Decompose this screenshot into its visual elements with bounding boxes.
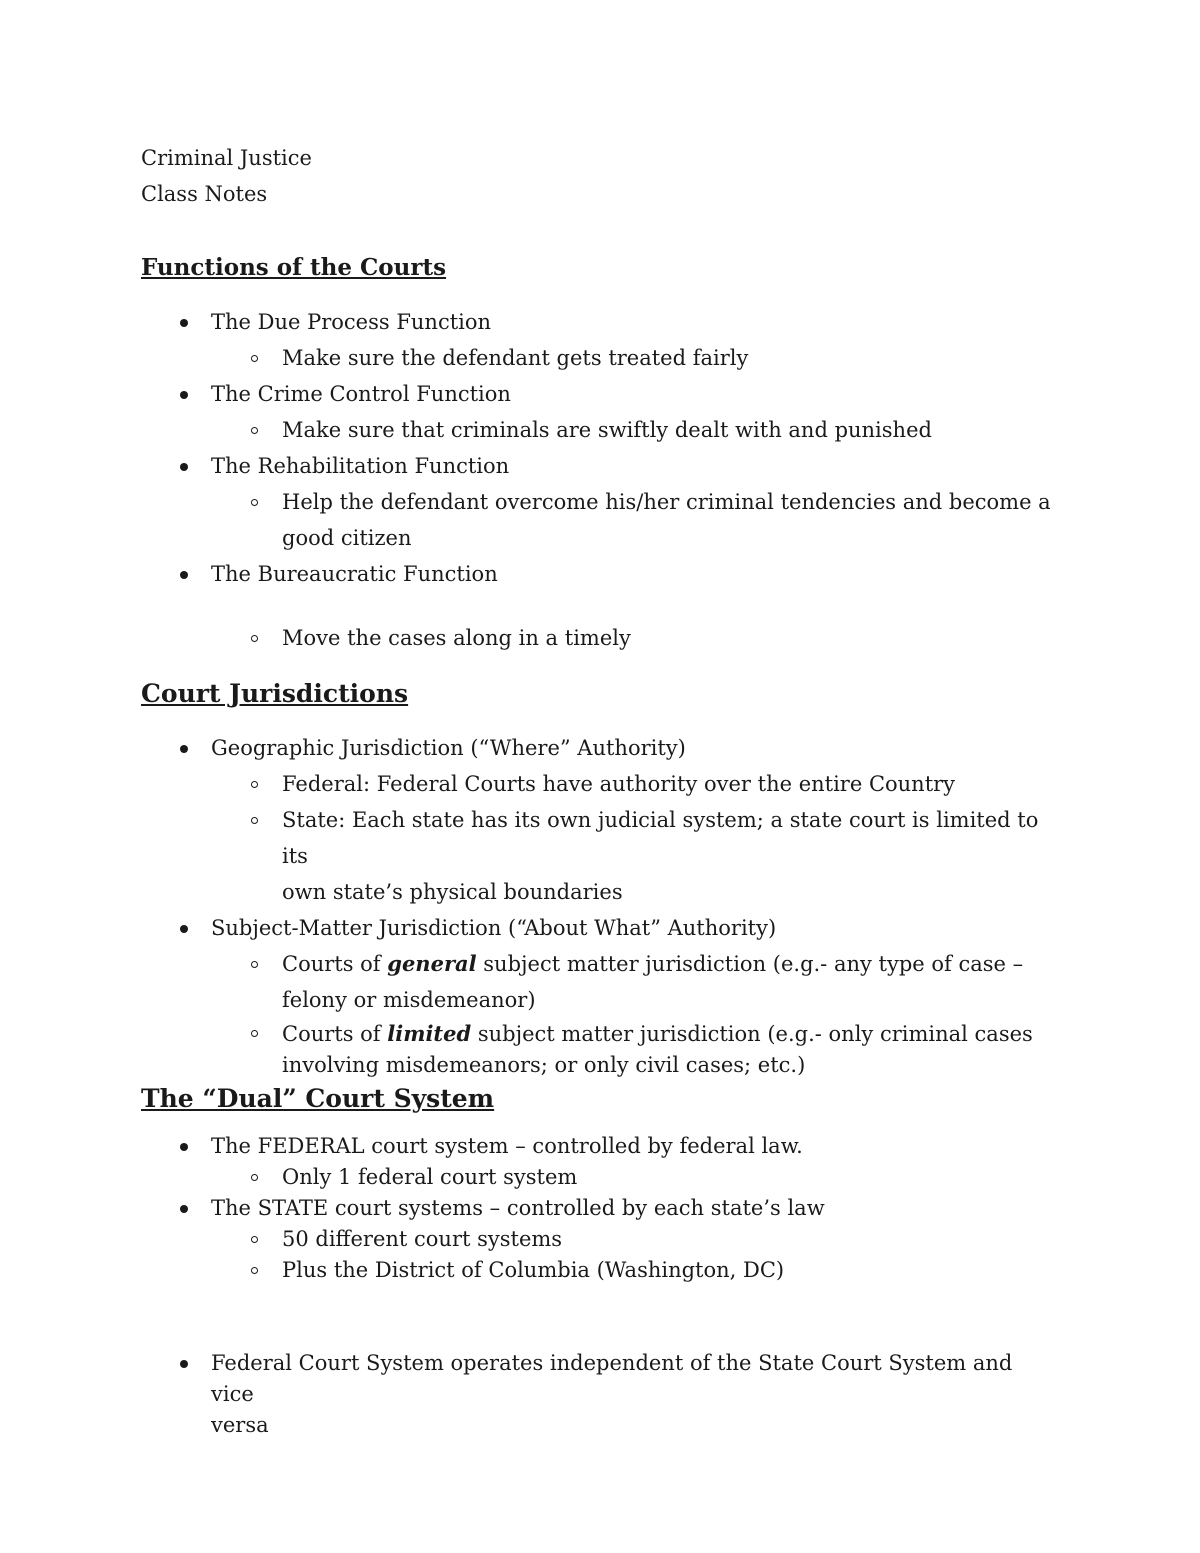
list-item: Geographic Jurisdiction (“Where” Authority) xyxy=(141,730,1061,766)
item-line: versa xyxy=(211,1413,269,1437)
list-item: The Rehabilitation Function xyxy=(141,448,1061,484)
spacer xyxy=(141,592,1061,620)
jurisdictions-list xyxy=(141,730,1061,1081)
sub-item-line: felony or misdemeanor) xyxy=(282,988,536,1012)
sub-list-item: Move the cases along in a timely xyxy=(141,620,1061,656)
emphasis-general: general xyxy=(387,951,477,976)
section-heading-dual-system: The “Dual” Court System xyxy=(141,1084,495,1113)
emphasis-limited: limited xyxy=(387,1021,472,1046)
sub-item-text: Courts of xyxy=(282,1022,388,1046)
list-item: The Bureaucratic Function xyxy=(141,556,1061,592)
sub-list-item: Plus the District of Columbia (Washington, DC) xyxy=(141,1255,1061,1286)
document-page xyxy=(141,140,1061,1441)
item-line: Federal Court System operates independent of the State Court System and vice xyxy=(211,1351,1013,1406)
sub-list-item xyxy=(141,946,1061,1018)
sub-list-item xyxy=(141,802,1061,910)
sub-list-item xyxy=(141,484,1061,556)
sub-item-line: good citizen xyxy=(282,526,412,550)
sub-list-item: Federal: Federal Courts have authority over the entire Country xyxy=(141,766,1061,802)
sub-item-text: subject matter jurisdiction (e.g.- any type of case – xyxy=(476,952,1024,976)
list-item: The STATE court systems – controlled by each state’s law xyxy=(141,1193,1061,1224)
section-heading-jurisdictions: Court Jurisdictions xyxy=(141,679,409,708)
functions-list xyxy=(141,304,1061,656)
list-item: Subject-Matter Jurisdiction (“About What” Authority) xyxy=(141,910,1061,946)
list-item xyxy=(141,1348,1061,1441)
sub-list-item: Make sure the defendant gets treated fairly xyxy=(141,340,1061,376)
sub-item-text: Courts of xyxy=(282,952,388,976)
sub-list-item: 50 different court systems xyxy=(141,1224,1061,1255)
list-item: The Due Process Function xyxy=(141,304,1061,340)
spacer xyxy=(141,1286,1061,1348)
section-heading-functions: Functions of the Courts xyxy=(141,254,447,281)
sub-list-item: Make sure that criminals are swiftly dealt with and punished xyxy=(141,412,1061,448)
document-subtitle: Class Notes xyxy=(141,182,268,206)
sub-item-line: State: Each state has its own judicial system; a state court is limited to its xyxy=(282,808,1039,868)
list-item: The FEDERAL court system – controlled by federal law. xyxy=(141,1131,1061,1162)
dual-system-list xyxy=(141,1131,1061,1441)
sub-item-text: subject matter jurisdiction (e.g.- only criminal cases xyxy=(471,1022,1033,1046)
sub-list-item xyxy=(141,1018,1061,1081)
list-item: The Crime Control Function xyxy=(141,376,1061,412)
sub-item-line: own state’s physical boundaries xyxy=(282,880,623,904)
sub-item-line: Help the defendant overcome his/her criminal tendencies and become a xyxy=(282,490,1051,514)
sub-item-line: involving misdemeanors; or only civil cases; etc.) xyxy=(282,1053,806,1077)
course-title: Criminal Justice xyxy=(141,146,312,170)
sub-list-item: Only 1 federal court system xyxy=(141,1162,1061,1193)
